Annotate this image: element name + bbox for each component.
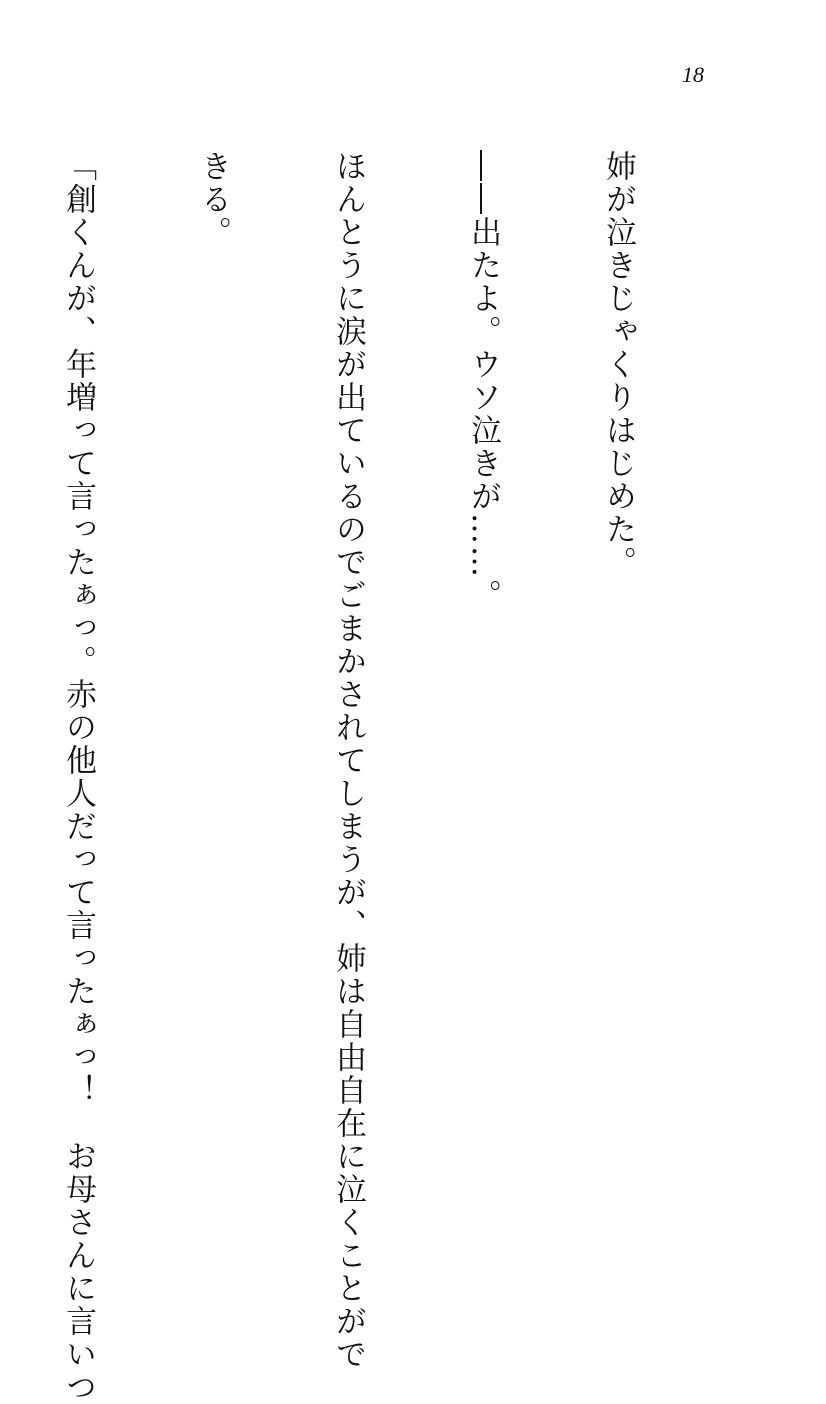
text-line: 「創くんが、年増って言ったぁっ。赤の他人だって言ったぁっ！ お母さんに言いつ [60, 150, 96, 1404]
page-number: 18 [682, 62, 704, 87]
text-line: きる。 [195, 150, 231, 249]
text-line: 姉が泣きじゃくりはじめた。 [600, 150, 636, 579]
text-line: ほんとうに涙が出ているのでごまかされてしまうが、姉は自由自在に泣くことがで [330, 150, 366, 1371]
vertical-text-block [0, 150, 730, 1404]
text-line: ――出たよ。ウソ泣きが……。 [465, 150, 501, 612]
